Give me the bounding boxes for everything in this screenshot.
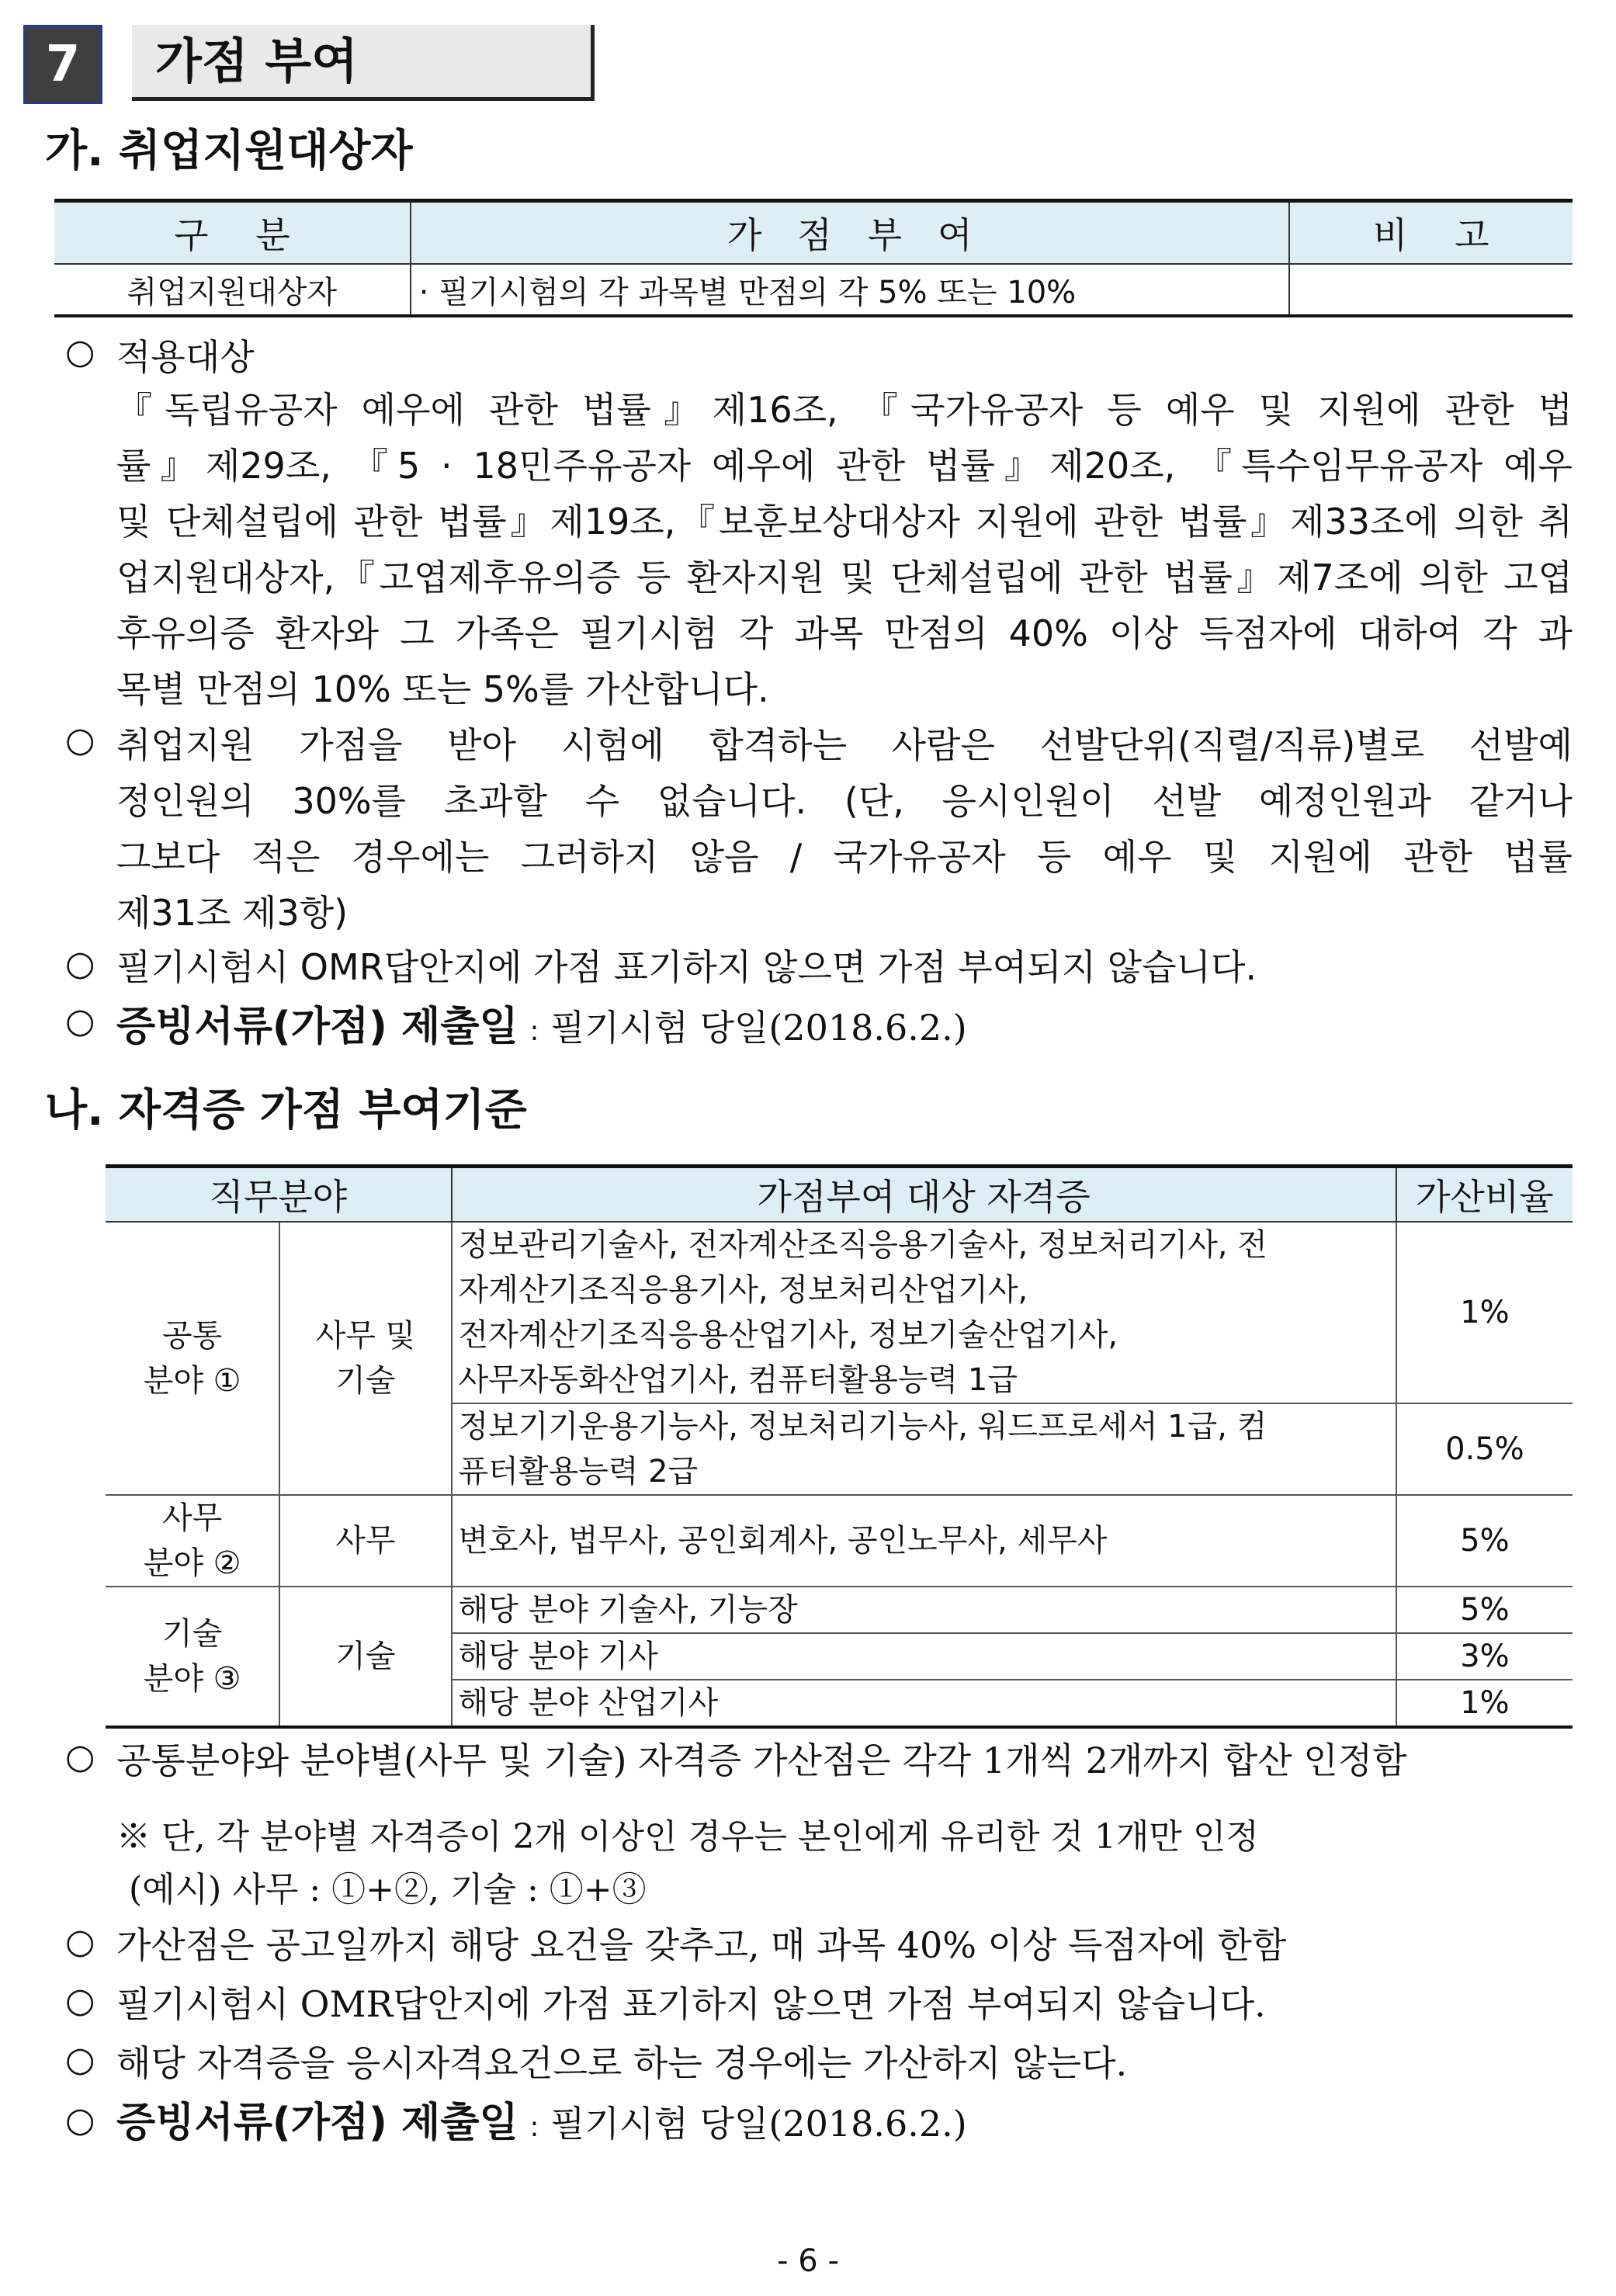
rate-office: 5% (1396, 1495, 1573, 1587)
field-tech-line: 기술 (161, 1616, 223, 1652)
omr-notice: 필기시험시 OMR답안지에 가점 표기하지 않으면 가점 부여되지 않습니다. (116, 946, 1257, 988)
field-tech-line: 분야 ③ (143, 1661, 241, 1697)
cert-note-2: (예시) 사무 : ①+②, 기술 : ①+③ (129, 1870, 647, 1909)
rate-common-1: 1% (1396, 1222, 1573, 1403)
bullet-symbol: ○ (65, 1922, 95, 1961)
section-title: 가점 부여 (132, 25, 595, 101)
bullet-symbol: ○ (65, 1981, 95, 2020)
subfield-office-tech (279, 1222, 451, 1495)
field-office-line: 사무 (161, 1500, 223, 1536)
docs-line (116, 2090, 967, 2148)
docs-label: 증빙서류(가점) 제출일 (116, 2100, 518, 2146)
field-office-line: 분야 ② (143, 1545, 241, 1581)
docs-line (116, 994, 967, 1052)
apply-line: 『독립유공자 예우에 관한 법률』제16조, 『국가유공자 등 예우 및 지원에 관한 법 (116, 389, 1573, 431)
bullet-symbol: ○ (65, 1737, 95, 1777)
apply-line: 목별 만점의 10% 또는 5%를 가산합니다. (116, 668, 769, 710)
certs-tech-2: 해당 분야 기사 (452, 1633, 1396, 1680)
certificate-points-table (106, 1164, 1573, 1729)
apply-line: 후유의증 환자와 그 가족은 필기시험 각 과목 만점의 40% 이상 득점자에 대하여 각 과 (116, 612, 1573, 654)
heading-certificate-points: 나. 자격증 가점 부여기준 (45, 1085, 527, 1136)
docs-separator: : (529, 1015, 539, 1047)
table-header-row (106, 1167, 1573, 1223)
section-number: 7 (23, 25, 102, 104)
certs-tech-1: 해당 분야 기술사, 기능장 (452, 1587, 1396, 1633)
header-remarks: 비 고 (1289, 201, 1573, 265)
table-row (106, 1222, 1573, 1403)
bullet-symbol: ○ (65, 2100, 95, 2140)
docs-value: 필기시험 당일(2018.6.2.) (550, 1007, 967, 1049)
apply-line: 업지원대상자,『고엽제후유의증 등 환자지원 및 단체설립에 관한 법률』제7조에 의한 고엽 (116, 557, 1573, 598)
page-number: - 6 - (777, 2243, 839, 2279)
field-common (106, 1222, 279, 1495)
limit-line: 제31조 제3항) (116, 892, 349, 934)
table-header-row (54, 201, 1573, 265)
cert-line: 자계산기조직응용기사, 정보처리산업기사, (458, 1272, 1028, 1308)
bullet-symbol: ○ (65, 720, 95, 760)
header-certificates: 가점부여 대상 자격증 (452, 1167, 1396, 1223)
bullet-symbol: ○ (65, 1001, 95, 1041)
limit-line: 정인원의 30%를 초과할 수 없습니다. (단, 응시인원이 선발 예정인원과 같거나 (116, 780, 1573, 822)
field-common-line: 분야 ① (143, 1363, 241, 1399)
bullet-symbol: ○ (65, 944, 95, 983)
docs-label: 증빙서류(가점) 제출일 (116, 1004, 518, 1050)
certs-common-1 (452, 1222, 1396, 1403)
apply-line: 률』제29조, 『5 · 18민주유공자 예우에 관한 법률』제20조, 『특수임무유공자 예우 (116, 445, 1573, 487)
heading-employment-support: 가. 취업지원대상자 (45, 126, 413, 176)
cert-line: 정보관리기술사, 전자계산조직응용기술사, 정보처리기사, 전 (458, 1227, 1267, 1263)
cert-line: 전자계산기조직응용산업기사, 정보기술산업기사, (458, 1317, 1118, 1353)
header-rate: 가산비율 (1396, 1167, 1573, 1223)
subfield-line: 사무 및 (315, 1318, 416, 1354)
certs-tech-3: 해당 분야 산업기사 (452, 1680, 1396, 1727)
header-job-field: 직무분야 (106, 1167, 452, 1223)
table-row (106, 1495, 1573, 1587)
cert-rule-4: 해당 자격증을 응시자격요건으로 하는 경우에는 가산하지 않는다. (116, 2042, 1128, 2084)
cert-rule-1: 공통분야와 분야별(사무 및 기술) 자격증 가산점은 각각 1개씩 2개까지 합산 인정함 (116, 1739, 1407, 1781)
bullet-symbol: ○ (65, 2040, 95, 2079)
cert-line: 퓨터활용능력 2급 (458, 1454, 699, 1490)
header-points: 가 점 부 여 (411, 201, 1289, 265)
docs-value: 필기시험 당일(2018.6.2.) (550, 2103, 967, 2145)
certs-common-2 (452, 1403, 1396, 1495)
rate-tech-1: 5% (1396, 1587, 1573, 1633)
table-row (54, 264, 1573, 316)
field-tech (106, 1587, 279, 1727)
cell-remarks (1289, 264, 1573, 316)
subfield-office: 사무 (279, 1495, 451, 1587)
header-category: 구 분 (54, 201, 411, 265)
table-row (106, 1587, 1573, 1633)
certs-office: 변호사, 법무사, 공인회계사, 공인노무사, 세무사 (452, 1495, 1396, 1587)
apply-label: 적용대상 (116, 336, 255, 378)
subfield-line: 기술 (335, 1363, 396, 1399)
docs-separator: : (529, 2111, 539, 2143)
subfield-tech: 기술 (279, 1587, 451, 1727)
rate-tech-2: 3% (1396, 1633, 1573, 1680)
rate-tech-3: 1% (1396, 1680, 1573, 1727)
apply-line: 및 단체설립에 관한 법률』제19조,『보훈보상대상자 지원에 관한 법률』제33조에 의한 취 (116, 501, 1573, 543)
field-office (106, 1495, 279, 1587)
cert-rule-3: 필기시험시 OMR답안지에 가점 표기하지 않으면 가점 부여되지 않습니다. (116, 1983, 1266, 2025)
bullet-symbol: ○ (65, 332, 95, 372)
cert-rule-2: 가산점은 공고일까지 해당 요건을 갖추고, 매 과목 40% 이상 득점자에 한함 (116, 1924, 1287, 1966)
cert-line: 사무자동화산업기사, 컴퓨터활용능력 1급 (458, 1362, 1018, 1398)
cert-note-1: ※ 단, 각 분야별 자격증이 2개 이상인 경우는 본인에게 유리한 것 1개만 인정 (116, 1817, 1259, 1857)
rate-common-2: 0.5% (1396, 1403, 1573, 1495)
cell-category: 취업지원대상자 (54, 264, 411, 316)
limit-line: 그보다 적은 경우에는 그러하지 않음 / 국가유공자 등 예우 및 지원에 관한 법률 (116, 836, 1573, 878)
cert-line: 정보기기운용기능사, 정보처리기능사, 워드프로세서 1급, 컴 (458, 1409, 1267, 1445)
employment-support-table (54, 199, 1573, 317)
field-common-line: 공통 (161, 1318, 223, 1354)
cell-points: · 필기시험의 각 과목별 만점의 각 5% 또는 10% (411, 264, 1289, 316)
limit-line: 취업지원 가점을 받아 시험에 합격하는 사람은 선발단위(직렬/직류)별로 선발예 (116, 724, 1573, 766)
